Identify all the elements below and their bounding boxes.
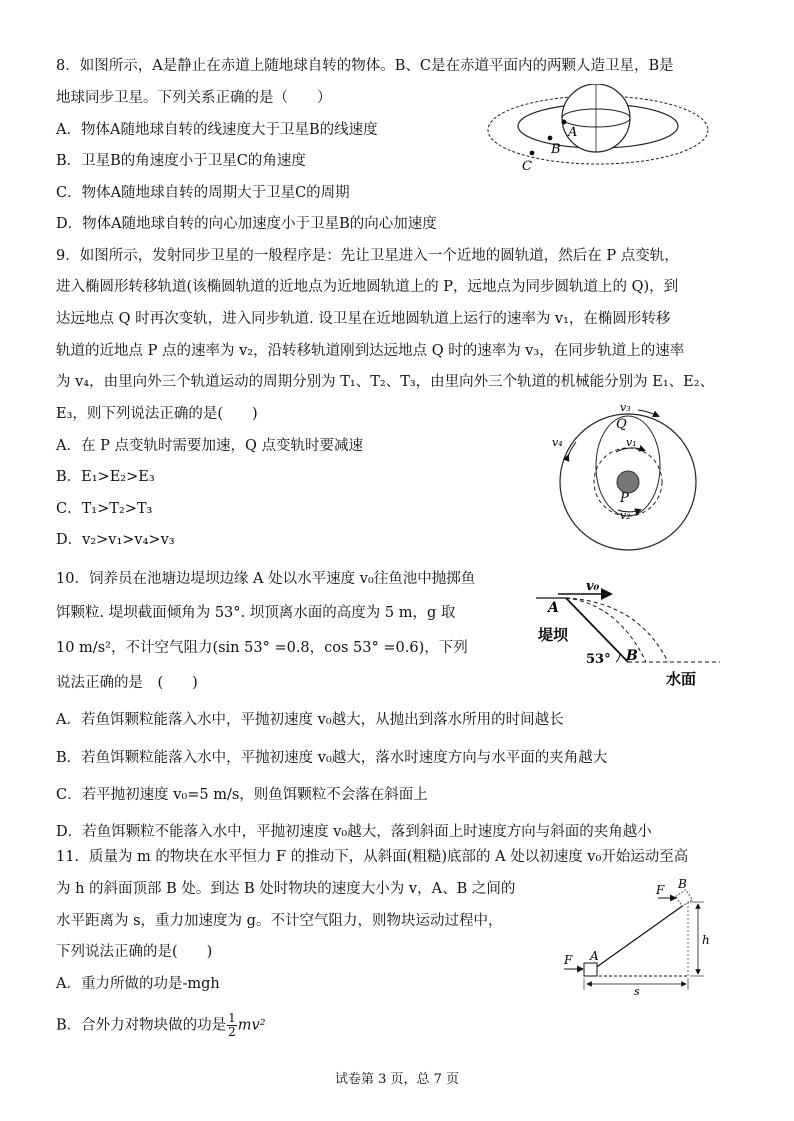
q8-option-b: B．卫星B的角速度小于卫星C的角速度 — [56, 153, 306, 169]
q11-stem-line2: 为 h 的斜面顶部 B 处。到达 B 处时物块的速度大小为 v，A、B 之间的 — [56, 881, 516, 897]
q9-stem-line3: 达远地点 Q 时再次变轨，进入同步轨道. 设卫星在近地圆轨道上运行的速率为 v₁，在椭圆形转移 — [56, 311, 671, 327]
q11-option-b — [56, 1012, 266, 1039]
q9-fig-label-v1: v₁ — [626, 436, 637, 449]
q11-stem-line3: 水平距离为 s，重力加速度为 g。不计空气阻力，则物块运动过程中， — [56, 913, 503, 929]
q10-stem-line1: 10．饲养员在池塘边堤坝边缘 A 处以水平速度 v₀往鱼池中抛掷鱼 — [56, 571, 476, 587]
q9-option-b: B．E₁>E₂>E₃ — [56, 469, 155, 485]
page-footer: 试卷第 3 页，总 7 页 — [334, 1072, 460, 1087]
q8-orbit-figure — [484, 84, 714, 176]
q9-stem-line4: 轨道的近地点 P 点的速率为 v₂，沿转移轨道刚到达远地点 Q 时的速率为 v₃，在同步轨道上的速率 — [56, 343, 685, 359]
q9-stem-line2: 进入椭圆形转移轨道(该椭圆轨道的近地点为近地圆轨道上的 P，远地点为同步圆轨道上的 Q)，到 — [56, 279, 679, 295]
q10-option-d: D．若鱼饵颗粒不能落入水中，平抛初速度 v₀越大，落到斜面上时速度方向与斜面的夹角越小 — [56, 824, 652, 840]
q11-incline-figure — [554, 876, 714, 996]
q8-option-d: D．物体A随地球自转的向心加速度小于卫星B的向心加速度 — [56, 216, 437, 232]
q11-fig-label-s: s — [634, 985, 640, 996]
q10-fig-label-v0: v₀ — [586, 579, 600, 594]
q9-stem-line5: 为 v₄，由里向外三个轨道运动的周期分别为 T₁、T₂、T₃，由里向外三个轨道的机械能分别为 E₁、E₂、 — [56, 374, 715, 390]
q8-option-c: C．物体A随地球自转的周期大于卫星C的周期 — [56, 185, 350, 201]
q11-option-a: A．重力所做的功是-mgh — [56, 976, 220, 992]
q9-stem-line1: 9．如图所示，发射同步卫星的一般程序是：先让卫星进入一个近地的圆轨道，然后在 P 点变轨， — [56, 248, 679, 264]
q10-fig-label-a: A — [548, 600, 559, 616]
q10-fig-label-water: 水面 — [666, 670, 697, 688]
q9-fig-label-q: Q — [616, 417, 627, 432]
q11-option-b-fraction — [227, 1012, 237, 1039]
q9-option-d: D．v₂>v₁>v₄>v₃ — [56, 532, 175, 548]
q11-stem-line4: 下列说法正确的是( ) — [56, 944, 213, 960]
q9-stem-line6: E₃，则下列说法正确的是( ) — [56, 406, 258, 422]
q10-option-c: C．若平抛初速度 v₀=5 m/s，则鱼饵颗粒不会落在斜面上 — [56, 787, 428, 803]
q8-fig-label-c: C — [522, 159, 532, 174]
q8-fig-label-a: A — [568, 125, 578, 140]
q11-stem-line1: 11．质量为 m 的物块在水平恒力 F 的推动下，从斜面(粗糙)底部的 A 处以初速度 v₀开始运动至高 — [56, 849, 689, 865]
q10-stem-line3: 10 m/s²，不计空气阻力(sin 53° =0.8，cos 53° =0.6)，下列 — [56, 640, 468, 656]
q9-option-a: A．在 P 点变轨时需要加速，Q 点变轨时要减速 — [56, 438, 363, 454]
q10-option-b: B．若鱼饵颗粒能落入水中，平抛初速度 v₀越大，落水时速度方向与水平面的夹角越大 — [56, 750, 608, 766]
q9-orbit-transfer-figure — [546, 398, 706, 560]
q11-fig-label-f-top: F — [656, 883, 665, 897]
q8-stem-line1: 8．如图所示，A是静止在赤道上随地球自转的物体。B、C是在赤道平面内的两颗人造卫星，B是 — [56, 58, 674, 74]
q11-option-b-text: B．合外力对物块做的功是 — [56, 1017, 227, 1034]
q8-fig-label-b: B — [551, 142, 561, 157]
q9-fig-label-p: P — [620, 491, 629, 506]
q8-option-a: A．物体A随地球自转的线速度大于卫星B的线速度 — [56, 122, 378, 138]
q10-fig-label-b: B — [626, 648, 638, 664]
q10-fig-label-dam: 堤坝 — [538, 626, 569, 644]
q9-fig-label-v3: v₃ — [620, 401, 631, 414]
q11-fig-label-f-bottom: F — [564, 953, 573, 967]
q10-option-a: A．若鱼饵颗粒能落入水中，平抛初速度 v₀越大，从抛出到落水所用的时间越长 — [56, 712, 564, 728]
q8-stem-line2: 地球同步卫星。下列关系正确的是（ ） — [56, 90, 332, 106]
q9-fig-label-v4: v₄ — [552, 436, 563, 449]
q11-fraction-denominator: 2 — [228, 1025, 236, 1039]
q11-fig-label-b: B — [678, 877, 687, 891]
q11-option-b-expression: mv² — [237, 1017, 266, 1034]
q11-fraction-numerator: 1 — [228, 1011, 236, 1025]
q10-fig-label-angle: 53° — [586, 652, 611, 667]
q10-stem-line2: 饵颗粒. 堤坝截面倾角为 53°. 坝顶离水面的高度为 5 m，g 取 — [56, 605, 456, 621]
q11-fig-label-h: h — [702, 933, 710, 947]
q10-stem-line4: 说法正确的是 ( ) — [56, 675, 198, 691]
q9-option-c: C．T₁>T₂>T₃ — [56, 501, 153, 517]
q11-fig-label-a: A — [590, 949, 599, 963]
q9-fig-label-v2: v₂ — [620, 509, 631, 522]
q10-dam-figure — [528, 574, 728, 692]
